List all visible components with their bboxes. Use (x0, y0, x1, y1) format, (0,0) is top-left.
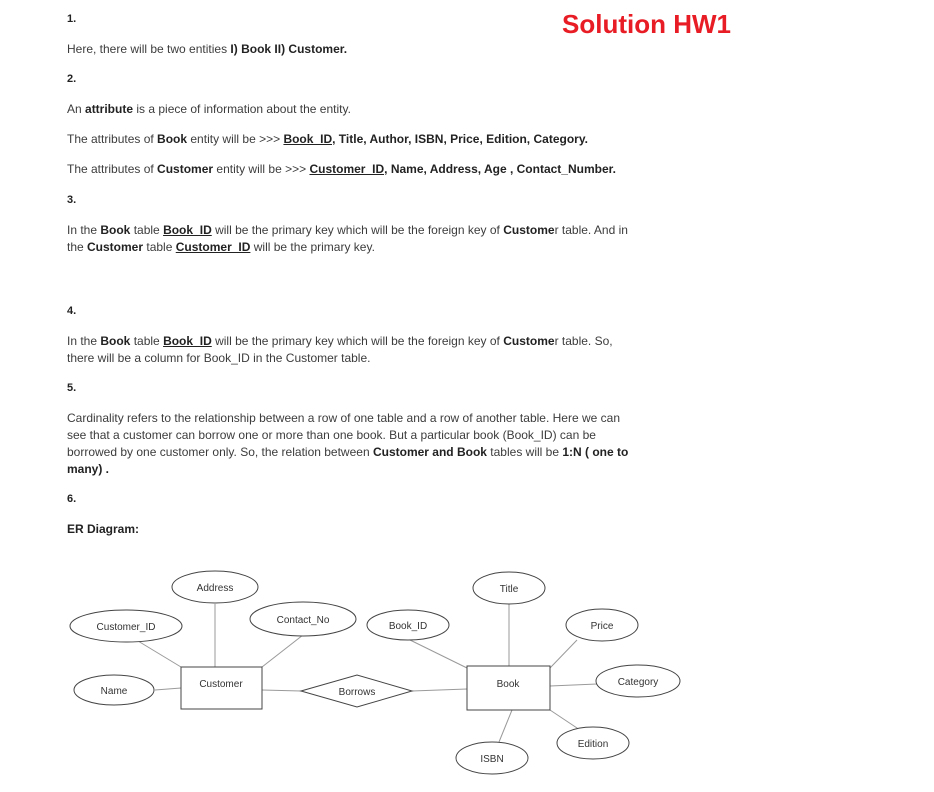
q4-number: 4. (67, 305, 77, 317)
er-diagram-heading: ER Diagram: (67, 522, 140, 536)
q2-attribute-definition: An attribute is a piece of information about the entity. (67, 102, 351, 116)
q3-line-1: In the Book table Book_ID will be the primary key which will be the foreign key of Customer table. And in (67, 223, 628, 237)
q5-line-3: borrowed by one customer only. So, the relation between Customer and Book tables will be 1:N ( one to (67, 445, 629, 459)
q3-number: 3. (67, 194, 77, 206)
q5-number: 5. (67, 382, 77, 394)
q5-line-4: many) . (67, 462, 110, 476)
er-diagram (0, 560, 934, 792)
address-attribute-label: Address (196, 583, 234, 594)
contact-no-attribute-label: Contact_No (276, 615, 330, 626)
borrows-relationship-label: Borrows (338, 687, 376, 698)
name-attribute-label: Name (100, 686, 128, 697)
q4-line-1: In the Book table Book_ID will be the primary key which will be the foreign key of Customer table. So, (67, 334, 613, 348)
edition-attribute-label: Edition (577, 739, 609, 750)
q2-book-attributes: The attributes of Book entity will be >>> Book_ID, Title, Author, ISBN, Price, Edition, Category. (67, 132, 588, 146)
q1-text: Here, there will be two entities I) Book II) Customer. (67, 42, 348, 56)
price-attribute-label: Price (590, 621, 614, 632)
q2-customer-attributes: The attributes of Customer entity will be >>> Customer_ID, Name, Address, Age , Contact_Number. (67, 162, 616, 176)
title-attribute-label: Title (499, 584, 519, 595)
category-attribute-label: Category (617, 677, 659, 688)
book-id-attribute-label: Book_ID (388, 621, 428, 632)
q5-line-1: Cardinality refers to the relationship between a row of one table and a row of another table. Here we can (67, 411, 620, 425)
q5-line-2: see that a customer can borrow one or more than one book. But a particular book (Book_ID) can be (67, 428, 596, 442)
q1-number: 1. (67, 13, 77, 25)
page-title: Solution HW1 (562, 9, 731, 39)
isbn-attribute-label: ISBN (480, 754, 504, 765)
q2-number: 2. (67, 73, 77, 85)
customer-id-attribute-label: Customer_ID (96, 622, 156, 633)
q3-line-2: the Customer table Customer_ID will be the primary key. (67, 240, 375, 254)
q4-line-2: there will be a column for Book_ID in the Customer table. (67, 351, 371, 365)
book-entity-label: Book (496, 679, 520, 690)
q6-number: 6. (67, 493, 77, 505)
customer-entity-label: Customer (199, 679, 243, 690)
